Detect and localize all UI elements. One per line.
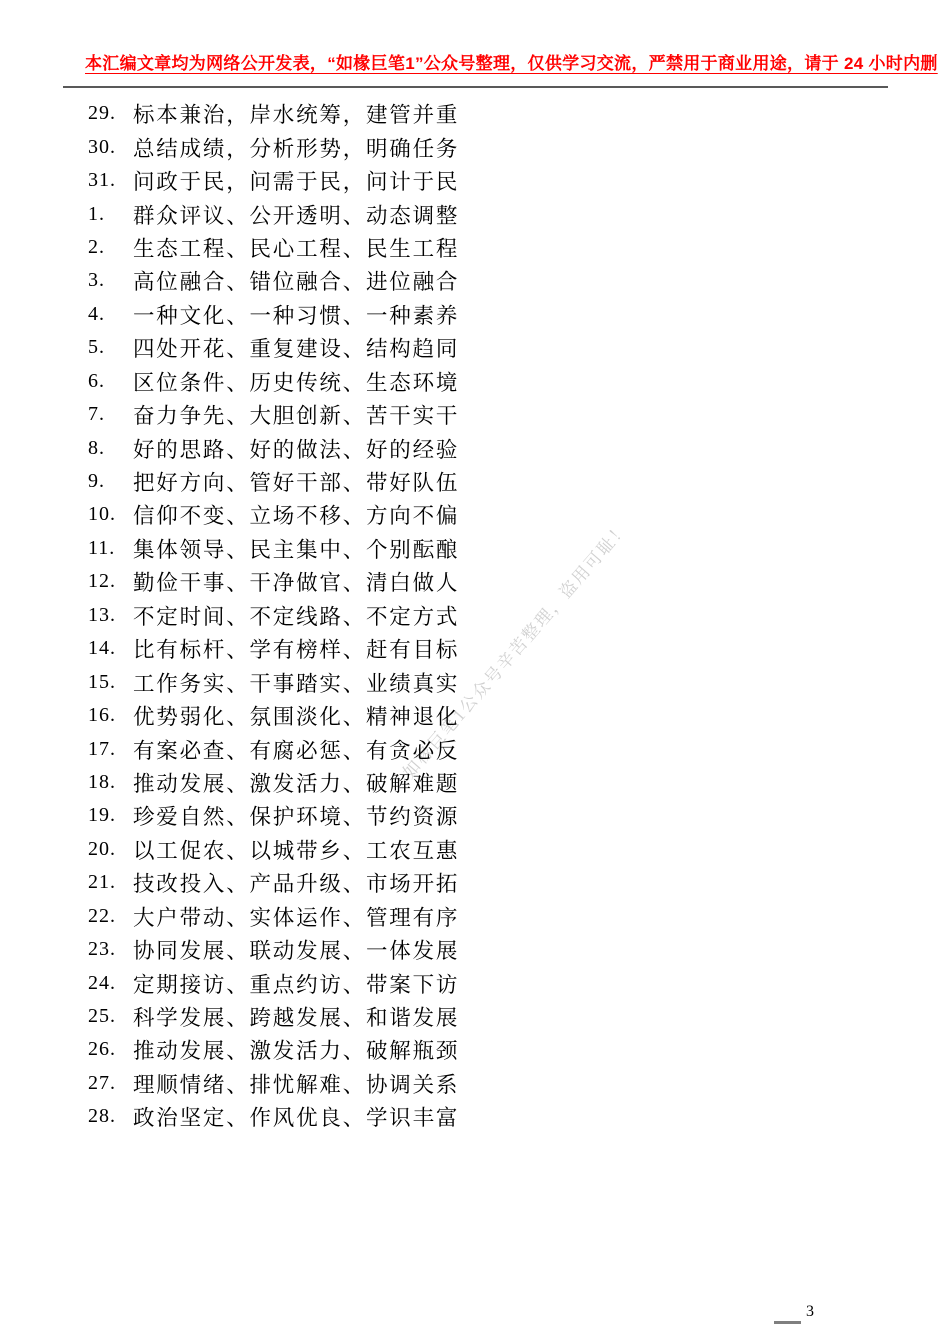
list-item	[88, 866, 459, 899]
item-text: 协同发展、联动发展、一体发展	[133, 939, 460, 964]
diagonal-watermark: 如椽巨笔1公众号辛苦整理，盗用可耻！	[399, 517, 633, 783]
list-item	[88, 264, 459, 297]
item-text: 好的思路、好的做法、好的经验	[133, 437, 460, 462]
item-number: 3.	[88, 269, 105, 292]
item-number: 28.	[88, 1105, 116, 1128]
item-number: 19.	[88, 804, 116, 827]
item-text: 高位融合、错位融合、进位融合	[133, 270, 460, 295]
item-number: 26.	[88, 1038, 116, 1061]
list-item	[88, 1067, 459, 1100]
item-text: 技改投入、产品升级、市场开拓	[133, 872, 460, 897]
item-number: 4.	[88, 302, 105, 325]
page-number: 3	[806, 1303, 814, 1320]
list-item	[88, 632, 459, 665]
item-text: 有案必查、有腐必惩、有贪必反	[133, 738, 460, 763]
item-text: 定期接访、重点约访、带案下访	[133, 972, 460, 997]
item-number: 25.	[88, 1005, 116, 1028]
list-item	[88, 130, 459, 163]
item-number: 22.	[88, 904, 116, 927]
item-text: 群众评议、公开透明、动态调整	[133, 203, 460, 228]
list-item	[88, 665, 459, 698]
item-text: 以工促农、以城带乡、工农互惠	[133, 838, 460, 863]
list-item	[88, 164, 459, 197]
list-item	[88, 732, 459, 765]
item-number: 18.	[88, 770, 116, 793]
item-text: 珍爱自然、保护环境、节约资源	[133, 805, 460, 830]
item-text: 四处开花、重复建设、结构趋同	[133, 337, 460, 362]
header-disclaimer: 本汇编文章均为网络公开发表，“如椽巨笔1”公众号整理，仅供学习交流，严禁用于商业用途，请于 24 小时内删	[85, 54, 938, 73]
item-number: 24.	[88, 971, 116, 994]
list-item	[88, 398, 459, 431]
item-number: 13.	[88, 603, 116, 626]
list-item	[88, 331, 459, 364]
item-text: 理顺情绪、排忧解难、协调关系	[133, 1072, 460, 1097]
item-number: 23.	[88, 938, 116, 961]
item-text: 总结成绩，分析形势，明确任务	[133, 136, 460, 161]
item-number: 14.	[88, 637, 116, 660]
list-item	[88, 365, 459, 398]
item-text: 集体领导、民主集中、个别酝酿	[133, 537, 460, 562]
list-item	[88, 231, 459, 264]
item-number: 21.	[88, 871, 116, 894]
item-text: 勤俭干事、干净做官、清白做人	[133, 571, 460, 596]
list-item	[88, 799, 459, 832]
item-number: 6.	[88, 369, 105, 392]
item-text: 推动发展、激发活力、破解瓶颈	[133, 1039, 460, 1064]
item-text: 问政于民，问需于民，问计于民	[133, 170, 460, 195]
item-number: 16.	[88, 704, 116, 727]
item-text: 一种文化、一种习惯、一种素养	[133, 303, 460, 328]
header-rule-divider	[63, 86, 888, 88]
item-number: 11.	[88, 536, 116, 559]
item-text: 政治坚定、作风优良、学识丰富	[133, 1106, 460, 1131]
item-text: 大户带动、实体运作、管理有序	[133, 905, 460, 930]
item-text: 优势弱化、氛围淡化、精神退化	[133, 705, 460, 730]
item-text: 生态工程、民心工程、民生工程	[133, 236, 460, 261]
item-text: 推动发展、激发活力、破解难题	[133, 771, 460, 796]
list-item	[88, 766, 459, 799]
item-number: 7.	[88, 403, 105, 426]
item-text: 标本兼治，岸水统筹，建管并重	[133, 103, 460, 128]
list-item	[88, 966, 459, 999]
list-item	[88, 97, 459, 130]
list-item	[88, 532, 459, 565]
item-text: 把好方向、管好干部、带好队伍	[133, 471, 460, 496]
item-number: 1.	[88, 202, 105, 225]
item-number: 27.	[88, 1071, 116, 1094]
item-number: 29.	[88, 102, 116, 125]
item-number: 15.	[88, 670, 116, 693]
item-text: 信仰不变、立场不移、方向不偏	[133, 504, 460, 529]
list-item	[88, 599, 459, 632]
list-item	[88, 1000, 459, 1033]
list-item	[88, 197, 459, 230]
list-item	[88, 498, 459, 531]
item-number: 31.	[88, 169, 116, 192]
list-item	[88, 465, 459, 498]
item-number: 10.	[88, 503, 116, 526]
item-number: 5.	[88, 336, 105, 359]
item-number: 30.	[88, 135, 116, 158]
item-number: 8.	[88, 436, 105, 459]
item-text: 区位条件、历史传统、生态环境	[133, 370, 460, 395]
item-number: 12.	[88, 570, 116, 593]
list-item	[88, 1033, 459, 1066]
item-number: 20.	[88, 837, 116, 860]
list-item	[88, 565, 459, 598]
list-item	[88, 933, 459, 966]
list-item	[88, 298, 459, 331]
list-item	[88, 1100, 459, 1133]
footer-dash	[774, 1321, 801, 1324]
item-text: 奋力争先、大胆创新、苦干实干	[133, 404, 460, 429]
item-text: 工作务实、干事踏实、业绩真实	[133, 671, 460, 696]
list-item	[88, 833, 459, 866]
phrase-list	[88, 97, 459, 1134]
item-text: 科学发展、跨越发展、和谐发展	[133, 1006, 460, 1031]
list-item	[88, 900, 459, 933]
item-text: 不定时间、不定线路、不定方式	[133, 604, 460, 629]
item-number: 17.	[88, 737, 116, 760]
list-item	[88, 699, 459, 732]
item-number: 9.	[88, 470, 105, 493]
item-text: 比有标杆、学有榜样、赶有目标	[133, 638, 460, 663]
item-number: 2.	[88, 235, 105, 258]
list-item	[88, 431, 459, 464]
